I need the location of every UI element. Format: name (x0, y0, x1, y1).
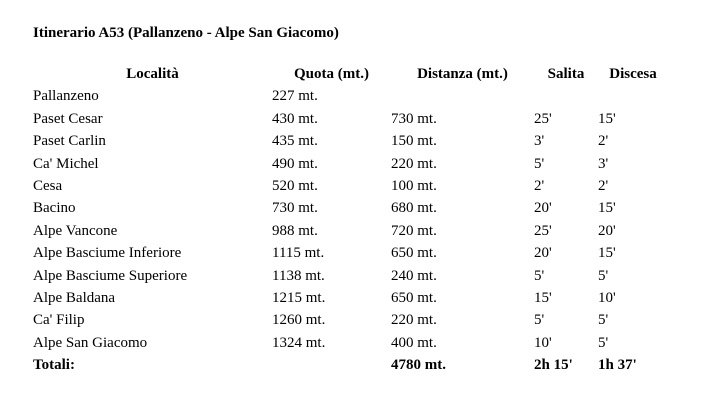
cell-distanza: 730 mt. (391, 110, 437, 127)
table-row (33, 175, 668, 197)
cell-salita: 5' (534, 312, 545, 329)
table-header-row (33, 63, 668, 85)
table-row (33, 220, 668, 242)
table-row (33, 287, 668, 309)
cell-distanza: 400 mt. (391, 334, 437, 351)
cell-localita: Bacino (33, 200, 76, 217)
cell-discesa: 15' (598, 245, 616, 262)
table-row (33, 153, 668, 175)
cell-distanza: 650 mt. (391, 290, 437, 307)
cell-discesa: 5' (598, 334, 609, 351)
cell-discesa: 5' (598, 267, 609, 284)
cell-salita: 5' (534, 155, 545, 172)
table-row (33, 85, 668, 107)
cell-salita: 15' (534, 290, 552, 307)
column-header-distanza: Distanza (mt.) (417, 66, 508, 82)
cell-localita: Pallanzeno (33, 88, 99, 105)
cell-salita: 10' (534, 334, 552, 351)
table-row (33, 242, 668, 264)
cell-discesa: 5' (598, 312, 609, 329)
cell-localita: Ca' Michel (33, 155, 99, 172)
cell-localita: Alpe San Giacomo (33, 334, 148, 351)
table-row (33, 197, 668, 219)
cell-distanza: 720 mt. (391, 222, 437, 239)
column-header-localita: Località (126, 66, 179, 82)
cell-quota: 435 mt. (272, 133, 318, 150)
cell-distanza: 220 mt. (391, 155, 437, 172)
cell-distanza: 240 mt. (391, 267, 437, 284)
cell-quota: 490 mt. (272, 155, 318, 172)
cell-salita (534, 85, 598, 107)
cell-distanza (391, 85, 534, 107)
column-header-discesa: Discesa (609, 66, 657, 82)
cell-distanza: 100 mt. (391, 178, 437, 195)
cell-salita: 25' (534, 110, 552, 127)
totals-salita: 2h 15' (534, 357, 573, 374)
cell-quota: 520 mt. (272, 178, 318, 195)
totals-quota (272, 354, 391, 376)
cell-salita: 3' (534, 133, 545, 150)
cell-quota: 1115 mt. (272, 245, 325, 262)
cell-distanza: 650 mt. (391, 245, 437, 262)
cell-discesa: 2' (598, 178, 609, 195)
totals-label: Totali: (33, 357, 75, 374)
cell-salita: 20' (534, 200, 552, 217)
cell-discesa: 3' (598, 155, 609, 172)
cell-quota: 1215 mt. (272, 290, 326, 307)
cell-quota: 988 mt. (272, 222, 318, 239)
table-row (33, 265, 668, 287)
page-title: Itinerario A53 (Pallanzeno - Alpe San Giacomo) (33, 25, 339, 41)
cell-distanza: 220 mt. (391, 312, 437, 329)
cell-salita: 20' (534, 245, 552, 262)
cell-salita: 5' (534, 267, 545, 284)
cell-discesa: 15' (598, 200, 616, 217)
cell-discesa (598, 85, 668, 107)
table-row (33, 332, 668, 354)
cell-localita: Alpe Basciume Inferiore (33, 245, 182, 262)
cell-localita: Paset Cesar (33, 110, 103, 127)
itinerary-table (33, 63, 668, 377)
cell-quota: 227 mt. (272, 88, 318, 105)
cell-distanza: 680 mt. (391, 200, 437, 217)
cell-localita: Alpe Baldana (33, 290, 116, 307)
cell-discesa: 15' (598, 110, 616, 127)
cell-quota: 1138 mt. (272, 267, 325, 284)
totals-distanza: 4780 mt. (391, 357, 446, 374)
cell-localita: Ca' Filip (33, 312, 85, 329)
cell-quota: 1260 mt. (272, 312, 326, 329)
totals-discesa: 1h 37' (598, 357, 637, 374)
cell-salita: 25' (534, 222, 552, 239)
cell-discesa: 10' (598, 290, 616, 307)
cell-quota: 730 mt. (272, 200, 318, 217)
cell-localita: Cesa (33, 178, 63, 195)
cell-salita: 2' (534, 178, 545, 195)
cell-discesa: 2' (598, 133, 609, 150)
cell-localita: Paset Carlin (33, 133, 106, 150)
cell-localita: Alpe Basciume Superiore (33, 267, 188, 284)
totals-row (33, 354, 668, 376)
column-header-quota: Quota (mt.) (294, 66, 369, 82)
table-row (33, 108, 668, 130)
table-row (33, 309, 668, 331)
cell-localita: Alpe Vancone (33, 222, 118, 239)
table-body (33, 85, 668, 354)
cell-distanza: 150 mt. (391, 133, 437, 150)
table-row (33, 130, 668, 152)
column-header-salita: Salita (547, 66, 585, 82)
cell-discesa: 20' (598, 222, 616, 239)
cell-quota: 1324 mt. (272, 334, 326, 351)
cell-quota: 430 mt. (272, 110, 318, 127)
